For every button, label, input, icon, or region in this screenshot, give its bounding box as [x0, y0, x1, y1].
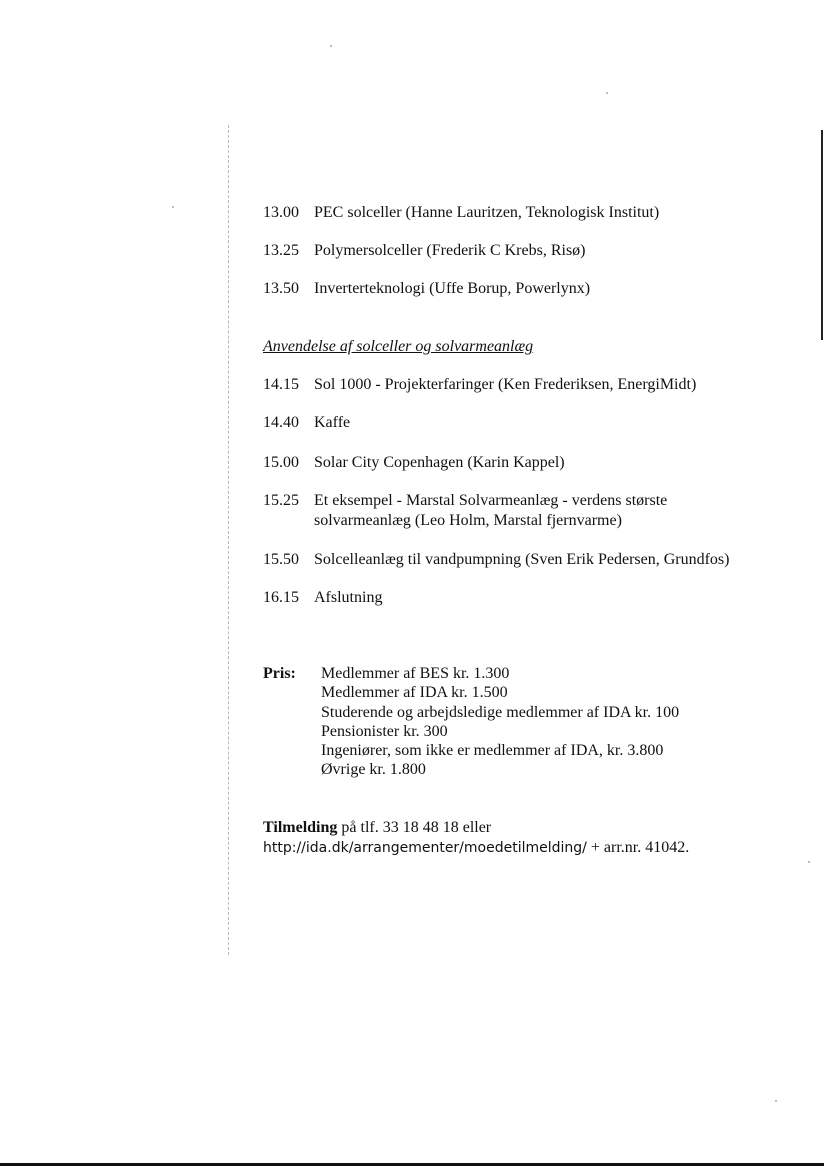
program-description: Inverterteknologi (Uffe Borup, Powerlynx)	[314, 280, 591, 297]
program-description: PEC solceller (Hanne Lauritzen, Teknologisk Institut)	[314, 204, 660, 221]
program-row	[263, 203, 659, 223]
program-time: 13.25	[263, 242, 299, 259]
program-row	[263, 550, 729, 570]
program-row	[263, 491, 754, 531]
price-line: Medlemmer af IDA kr. 1.500	[321, 684, 508, 702]
signup-line	[263, 838, 689, 858]
signup-arr-text: + arr.nr. 41042.	[586, 839, 690, 856]
program-time: 15.00	[263, 454, 299, 471]
program-description	[314, 491, 754, 531]
program-row	[263, 241, 586, 261]
section-heading: Anvendelse af solceller og solvarmeanlæg	[263, 338, 534, 355]
scan-speck	[808, 861, 810, 863]
program-time: 16.15	[263, 589, 299, 606]
program-description: Solar City Copenhagen (Karin Kappel)	[314, 454, 565, 471]
price-line: Øvrige kr. 1.800	[321, 761, 426, 779]
price-line: Pensionister kr. 300	[321, 722, 448, 740]
scan-edge-line	[821, 130, 823, 340]
program-row	[263, 279, 590, 299]
program-row	[263, 453, 565, 473]
signup-label: Tilmelding	[263, 819, 338, 836]
price-line: Studerende og arbejdsledige medlemmer af IDA kr. 100	[321, 703, 680, 721]
price-section	[263, 664, 679, 780]
price-label: Pris:	[263, 665, 296, 682]
program-description: Polymersolceller (Frederik C Krebs, Risø)	[314, 242, 586, 259]
price-list	[321, 664, 679, 780]
program-description: Sol 1000 - Projekterfaringer (Ken Frederiksen, EnergiMidt)	[314, 376, 697, 393]
program-time: 15.25	[263, 492, 299, 509]
program-row	[263, 413, 350, 433]
program-description: Kaffe	[314, 414, 351, 431]
program-description-line: Et eksempel - Marstal Solvarmeanlæg - verdens største	[314, 492, 668, 509]
program-description: Afslutning	[314, 589, 383, 606]
price-line: Medlemmer af BES kr. 1.300	[321, 665, 510, 682]
price-line: Ingeniører, som ikke er medlemmer af IDA, kr. 3.800	[321, 742, 664, 760]
signup-section	[263, 818, 689, 858]
scan-speck	[172, 206, 174, 208]
program-row	[263, 375, 696, 395]
scan-margin-line	[228, 125, 229, 955]
program-row	[263, 588, 382, 608]
program-time: 15.50	[263, 551, 299, 568]
program-time: 13.00	[263, 204, 299, 221]
program-description-line: solvarmeanlæg (Leo Holm, Marstal fjernvarme)	[314, 512, 622, 529]
signup-line	[263, 818, 689, 838]
scan-speck	[330, 45, 332, 47]
program-time: 14.40	[263, 414, 299, 431]
program-time: 13.50	[263, 280, 299, 297]
scan-bottom-line	[0, 1163, 824, 1166]
scan-speck	[606, 92, 608, 94]
signup-phone-text: på tlf. 33 18 48 18 eller	[337, 819, 492, 836]
program-description: Solcelleanlæg til vandpumpning (Sven Erik Pedersen, Grundfos)	[314, 551, 730, 568]
signup-url-link[interactable]: http://ida.dk/arrangementer/moedetilmelding/	[263, 840, 587, 856]
scan-speck	[775, 1100, 777, 1102]
program-time: 14.15	[263, 376, 299, 393]
